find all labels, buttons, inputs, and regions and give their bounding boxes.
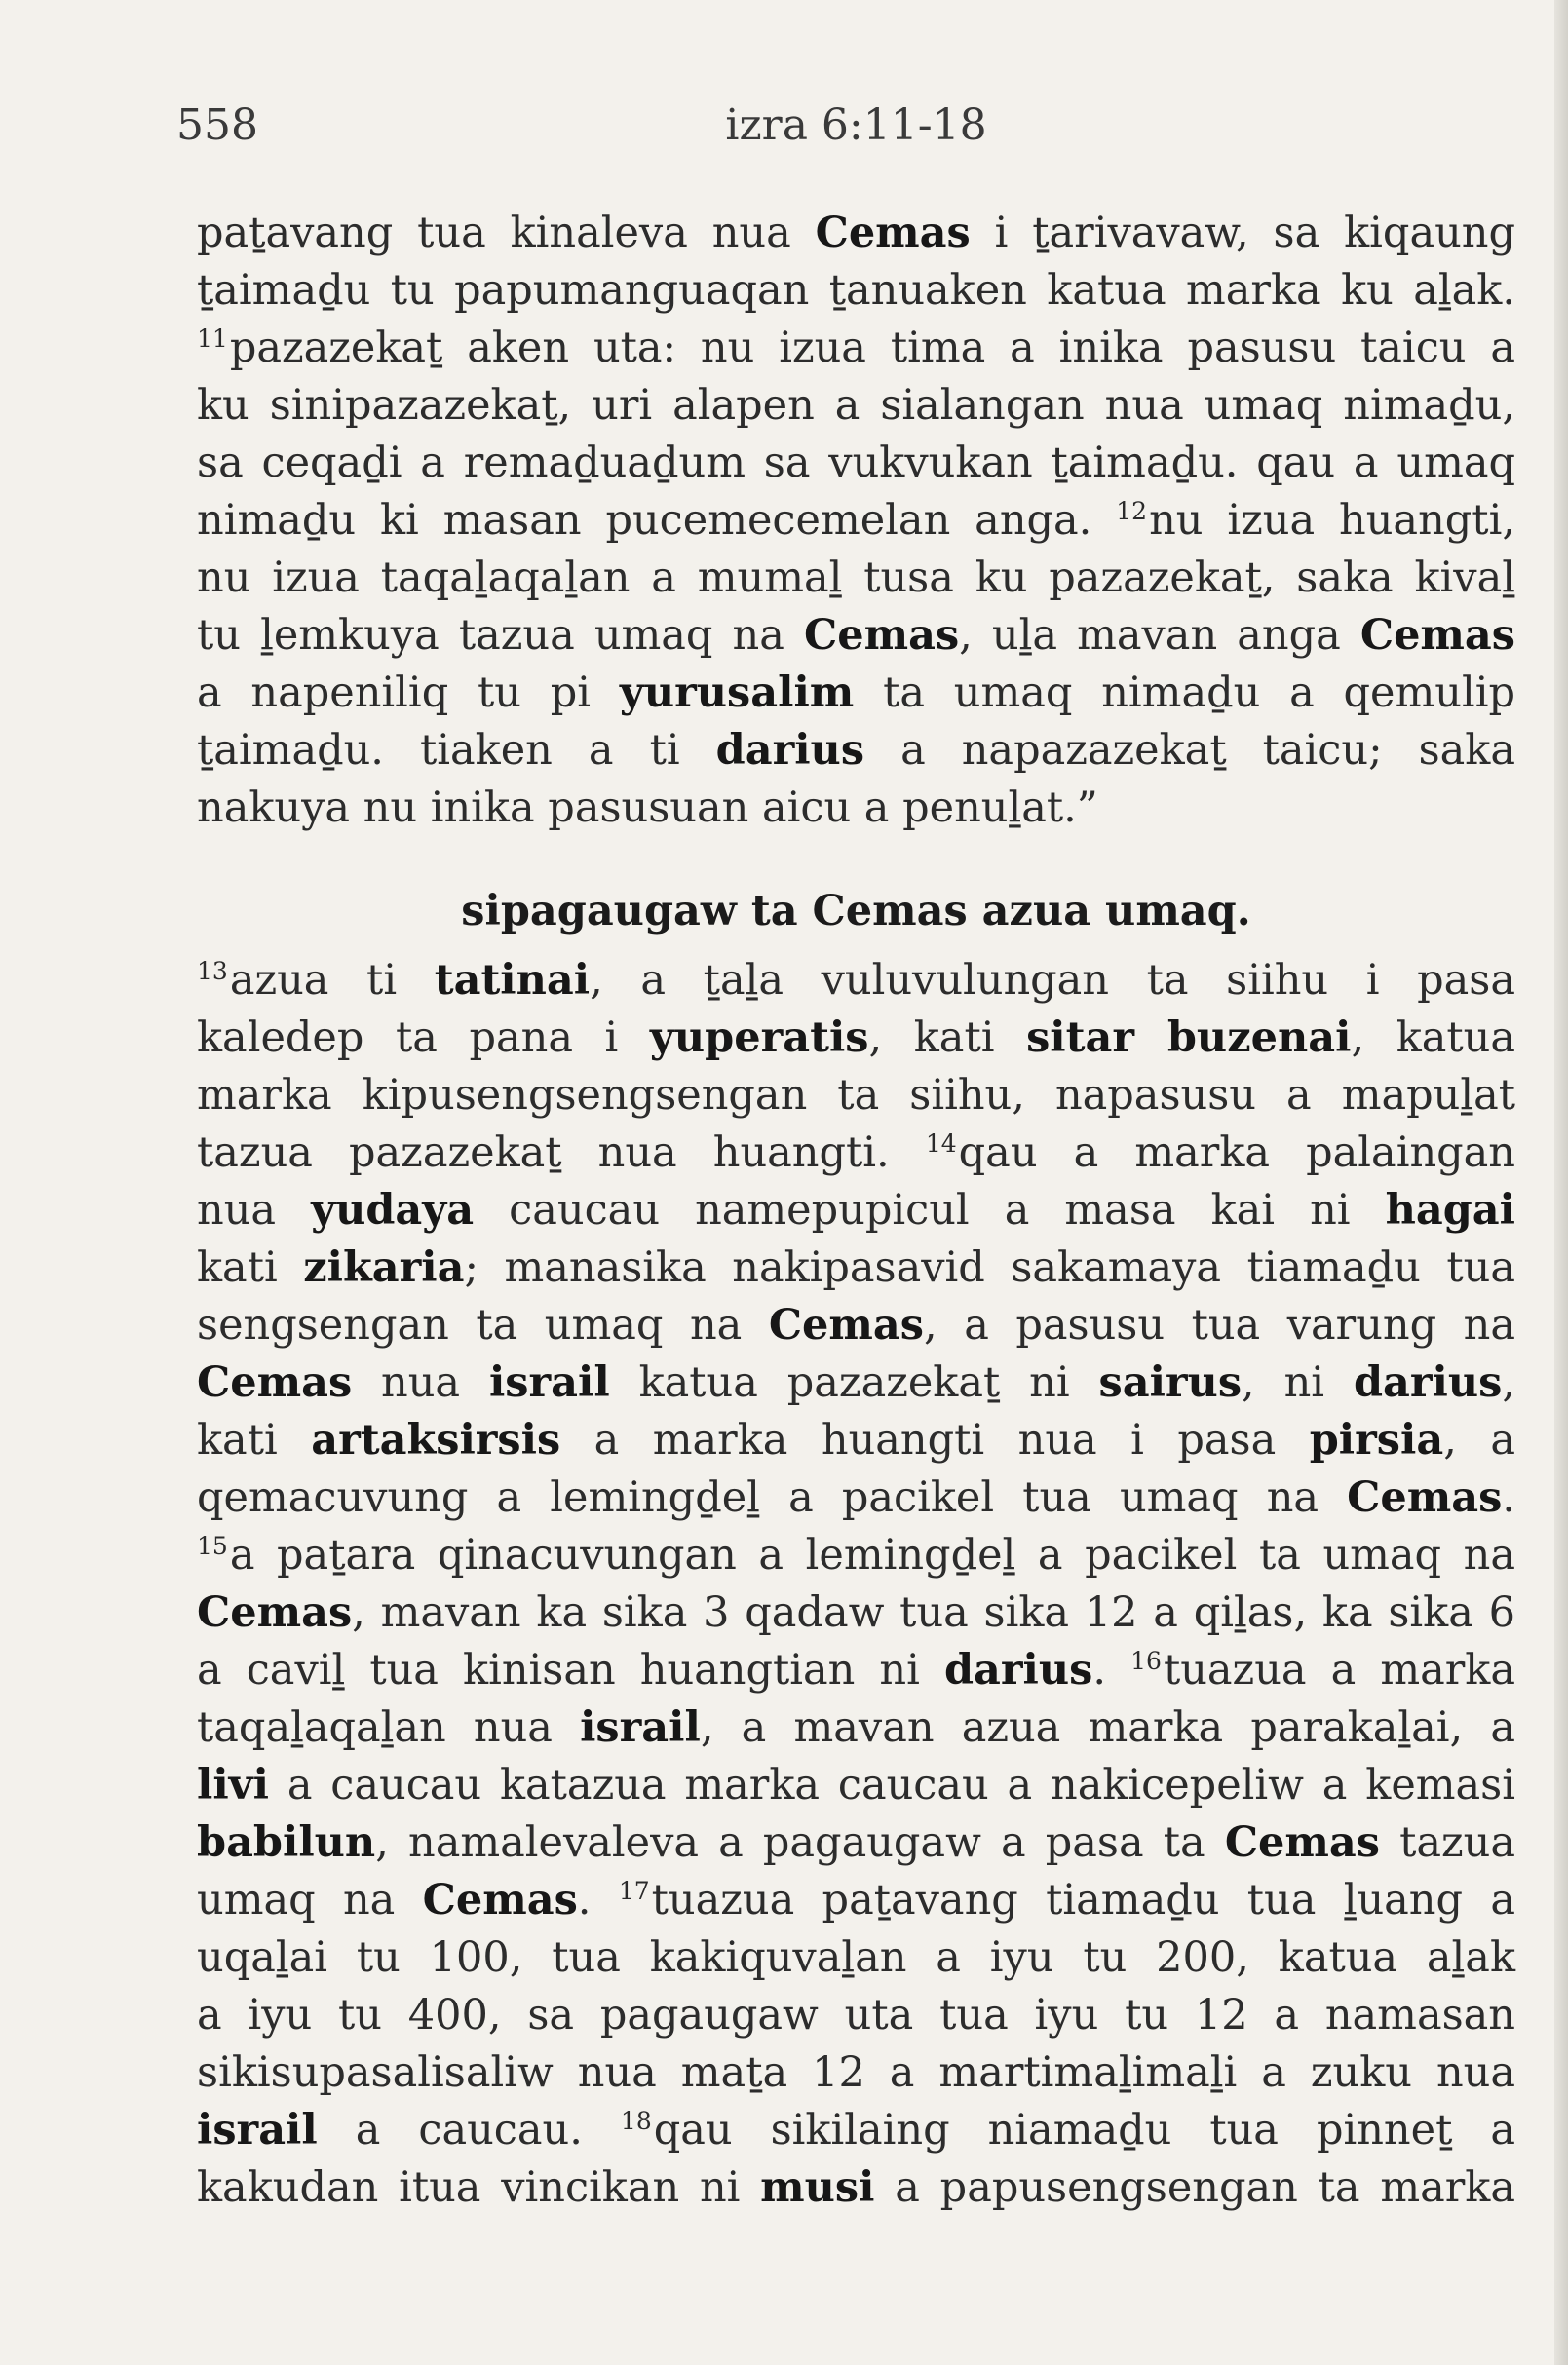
text-line	[197, 550, 1515, 607]
text-run: nu izua huangti,	[1149, 496, 1515, 545]
text-line-content	[197, 1067, 1515, 1125]
text-run: kaledep ta pana i	[197, 1013, 650, 1062]
text-run: tazua pazazekaṯ nua huangti.	[197, 1128, 926, 1177]
text-run: , mavan ka sika 3 qadaw tua sika 12 a qiḻas, ka sika 6	[352, 1588, 1515, 1637]
text-run: , katua	[1351, 1013, 1515, 1062]
bold-term: Cemas	[197, 1358, 353, 1407]
page-number: 558	[176, 100, 258, 150]
bold-term: israil	[197, 2106, 318, 2155]
text-line-content	[197, 1757, 1515, 1814]
text-line	[197, 1354, 1515, 1412]
text-run: a napazazekaṯ taicu; saka	[864, 726, 1515, 775]
text-run: , a	[1443, 1416, 1515, 1465]
text-run: a caviḻ tua kinisan huangtian ni	[197, 1646, 944, 1695]
text-run: sa ceqaḏi a remaḏuaḏum sa vukvukan ṯaimaḏu. qau a umaq	[197, 439, 1515, 487]
text-line	[197, 1929, 1515, 1987]
bold-term: pirsia	[1309, 1416, 1444, 1465]
text-run: kati	[197, 1243, 304, 1292]
text-run: , a mavan azua marka parakaḻai, a	[700, 1703, 1515, 1752]
text-run: a marka huangti nua i pasa	[560, 1416, 1310, 1465]
text-line	[197, 607, 1515, 665]
text-run: a iyu tu 400, sa pagaugaw uta tua iyu tu 12 a namasan	[197, 1991, 1515, 2040]
bold-term: darius	[1353, 1358, 1503, 1407]
page-edge	[1554, 0, 1568, 2365]
text-run: qau sikilaing niamaḏu tua pinneṯ a	[653, 2106, 1516, 2155]
text-line	[197, 262, 1515, 320]
verse-number: 16	[1130, 1647, 1162, 1675]
text-line-content	[197, 1642, 1515, 1699]
text-run: ṯaimaḏu tu papumanguaqan ṯanuaken katua marka ku aḻak.	[197, 266, 1515, 315]
bold-term: Cemas	[1347, 1473, 1503, 1522]
verse-number: 18	[620, 2107, 652, 2135]
text-line	[197, 1412, 1515, 1469]
text-line	[197, 1584, 1515, 1642]
paragraph	[197, 952, 1515, 2217]
text-line-content	[197, 780, 1098, 837]
text-line	[197, 320, 1515, 377]
text-run: a papusengsengan ta marka	[874, 2163, 1515, 2212]
verse-number: 14	[925, 1129, 957, 1158]
text-run: ku sinipazazekaṯ, uri alapen a sialangan nua umaq nimaḏu,	[197, 381, 1515, 430]
text-line	[197, 435, 1515, 492]
text-line-content	[197, 435, 1515, 492]
text-line	[197, 1297, 1515, 1354]
text-line	[197, 1757, 1515, 1814]
bold-term: tatinai	[434, 956, 591, 1005]
text-line-content	[197, 492, 1515, 550]
text-line	[197, 1987, 1515, 2044]
text-line	[197, 1182, 1515, 1240]
text-run: a napeniliq tu pi	[197, 668, 620, 717]
bold-term: darius	[943, 1646, 1093, 1695]
text-line-content	[197, 1297, 1515, 1354]
text-line-content	[197, 1469, 1515, 1527]
text-line-content	[197, 205, 1515, 262]
bold-term: israil	[488, 1358, 610, 1407]
bold-term: artaksirsis	[311, 1416, 561, 1465]
text-line	[197, 2102, 1515, 2159]
text-line-content	[197, 1929, 1515, 1987]
text-run: taqaḻaqaḻan nua	[197, 1703, 581, 1752]
text-line-content	[197, 952, 1515, 1010]
text-line-content	[197, 665, 1515, 722]
text-line-content	[197, 1182, 1515, 1240]
text-run: .	[577, 1876, 619, 1925]
text-column	[197, 0, 1515, 2365]
text-line	[197, 1814, 1515, 1872]
text-line	[197, 2044, 1515, 2102]
section-heading: sipagaugaw ta Cemas azua umaq.	[461, 887, 1251, 935]
running-head: izra 6:11-18	[725, 100, 987, 150]
text-run: ta umaq nimaḏu a qemulip	[854, 668, 1516, 717]
bold-term: Cemas	[768, 1301, 924, 1350]
verse-number: 15	[197, 1532, 228, 1560]
text-run: a caucau.	[317, 2106, 621, 2155]
paragraph	[197, 205, 1515, 837]
text-run: qau a marka palaingan	[958, 1128, 1515, 1177]
text-run: a paṯara qinacuvungan a lemingḏeḻ a pacikel ta umaq na	[229, 1531, 1515, 1580]
text-line	[197, 1872, 1515, 1929]
text-run: , a ṯaḻa vuluvulungan ta siihu i pasa	[590, 956, 1515, 1005]
text-run: , a pasusu tua varung na	[923, 1301, 1515, 1350]
text-run: paṯavang tua kinaleva nua	[197, 209, 816, 257]
text-run: nua	[197, 1186, 312, 1235]
text-line-content	[197, 722, 1515, 780]
bold-term: darius	[715, 726, 865, 775]
bold-term: musi	[760, 2163, 875, 2212]
bold-term: babilun	[197, 1818, 376, 1867]
text-run: azua ti	[229, 956, 435, 1005]
text-run: , namalevaleva a pagaugaw a pasa ta	[375, 1818, 1225, 1867]
text-line	[197, 952, 1515, 1010]
text-line-content	[197, 320, 1515, 377]
text-line-content	[197, 1125, 1515, 1182]
verse-number: 13	[197, 957, 228, 985]
text-run: , ni	[1242, 1358, 1354, 1407]
bold-term: Cemas	[197, 1588, 353, 1637]
text-line-content	[197, 262, 1515, 320]
text-line-content	[197, 1872, 1515, 1929]
text-line-content	[197, 1584, 1515, 1642]
text-line	[197, 377, 1515, 435]
bold-term: Cemas	[815, 209, 971, 257]
text-run: kati	[197, 1416, 312, 1465]
text-line-content	[197, 2159, 1515, 2217]
text-run: tazua	[1379, 1818, 1515, 1867]
text-line	[197, 492, 1515, 550]
text-run: pazazekaṯ aken uta: nu izua tima a inika pasusu taicu a	[229, 324, 1515, 372]
text-run: nua	[352, 1358, 489, 1407]
bold-term: yuperatis	[649, 1013, 869, 1062]
bold-term: zikaria	[303, 1243, 465, 1292]
text-line-content	[197, 1240, 1515, 1297]
text-line-content	[197, 1699, 1515, 1757]
bold-term: sitar buzenai	[1026, 1013, 1352, 1062]
text-line	[197, 1699, 1515, 1757]
text-run: , kati	[868, 1013, 1027, 1062]
text-line-content	[197, 550, 1515, 607]
text-line	[197, 722, 1515, 780]
bold-term: Cemas	[1359, 611, 1515, 660]
text-line	[197, 1010, 1515, 1067]
text-line	[197, 1469, 1515, 1527]
text-line-content	[197, 1354, 1515, 1412]
bold-term: israil	[580, 1703, 701, 1752]
text-run: ; manasika nakipasavid sakamaya tiamaḏu tua	[464, 1243, 1515, 1292]
verse-number: 11	[197, 324, 228, 353]
bold-term: sairus	[1098, 1358, 1243, 1407]
text-line	[197, 780, 1515, 837]
bold-term: yudaya	[311, 1186, 475, 1235]
bold-term: yurusalim	[619, 668, 855, 717]
text-run: ṯaimaḏu. tiaken a ti	[197, 726, 716, 775]
text-run: katua pazazekaṯ ni	[609, 1358, 1099, 1407]
text-run: nu izua taqaḻaqaḻan a mumaḻ tusa ku pazazekaṯ, saka kivaḻ	[197, 553, 1515, 602]
text-line-content	[197, 1987, 1515, 2044]
text-run: .	[1502, 1473, 1515, 1522]
text-run: kakudan itua vincikan ni	[197, 2163, 761, 2212]
text-line	[197, 1642, 1515, 1699]
text-run: tu ḻemkuya tazua umaq na	[197, 611, 804, 660]
text-line	[197, 205, 1515, 262]
text-line-content	[197, 1527, 1515, 1584]
text-run: tuazua paṯavang tiamaḏu tua ḻuang a	[651, 1876, 1515, 1925]
text-run: umaq na	[197, 1876, 423, 1925]
text-line-content	[197, 607, 1515, 665]
text-line	[197, 1240, 1515, 1297]
text-line-content	[197, 377, 1515, 435]
text-line-content	[197, 2102, 1515, 2159]
text-line	[197, 1125, 1515, 1182]
text-line-content	[197, 1412, 1515, 1469]
text-line	[197, 1527, 1515, 1584]
text-run: qemacuvung a lemingḏeḻ a pacikel tua umaq na	[197, 1473, 1348, 1522]
bold-term: Cemas	[804, 611, 960, 660]
text-run: a caucau katazua marka caucau a nakicepeliw a kemasi	[269, 1761, 1515, 1810]
text-run: nakuya nu inika pasusuan aicu a penuḻat.”	[197, 783, 1098, 832]
text-run: marka kipusengsengsengan ta siihu, napasusu a mapuḻat	[197, 1071, 1515, 1120]
text-line	[197, 1067, 1515, 1125]
bold-term: hagai	[1385, 1186, 1515, 1235]
text-run: uqaḻai tu 100, tua kakiquvaḻan a iyu tu 200, katua aḻak	[197, 1933, 1515, 1982]
text-run: , uḻa mavan anga	[959, 611, 1360, 660]
text-line-content	[197, 1814, 1515, 1872]
bold-term: livi	[197, 1761, 269, 1810]
bold-term: Cemas	[1224, 1818, 1380, 1867]
text-line-content	[197, 1010, 1515, 1067]
text-line	[197, 2159, 1515, 2217]
text-run: i ṯarivavaw, sa kiqaung	[970, 209, 1515, 257]
text-run: ,	[1502, 1358, 1515, 1407]
text-run: nimaḏu ki masan pucemecemelan anga.	[197, 496, 1117, 545]
text-run: sikisupasalisaliw nua maṯa 12 a martimaḻimaḻi a zuku nua	[197, 2048, 1515, 2097]
text-line-content	[197, 2044, 1515, 2102]
verse-number: 17	[618, 1877, 650, 1905]
text-run: tuazua a marka	[1163, 1646, 1515, 1695]
text-run: caucau namepupicul a masa kai ni	[474, 1186, 1386, 1235]
text-run: sengsengan ta umaq na	[197, 1301, 769, 1350]
verse-number: 12	[1116, 497, 1148, 525]
bold-term: Cemas	[422, 1876, 578, 1925]
text-line	[197, 665, 1515, 722]
text-run: .	[1092, 1646, 1131, 1695]
